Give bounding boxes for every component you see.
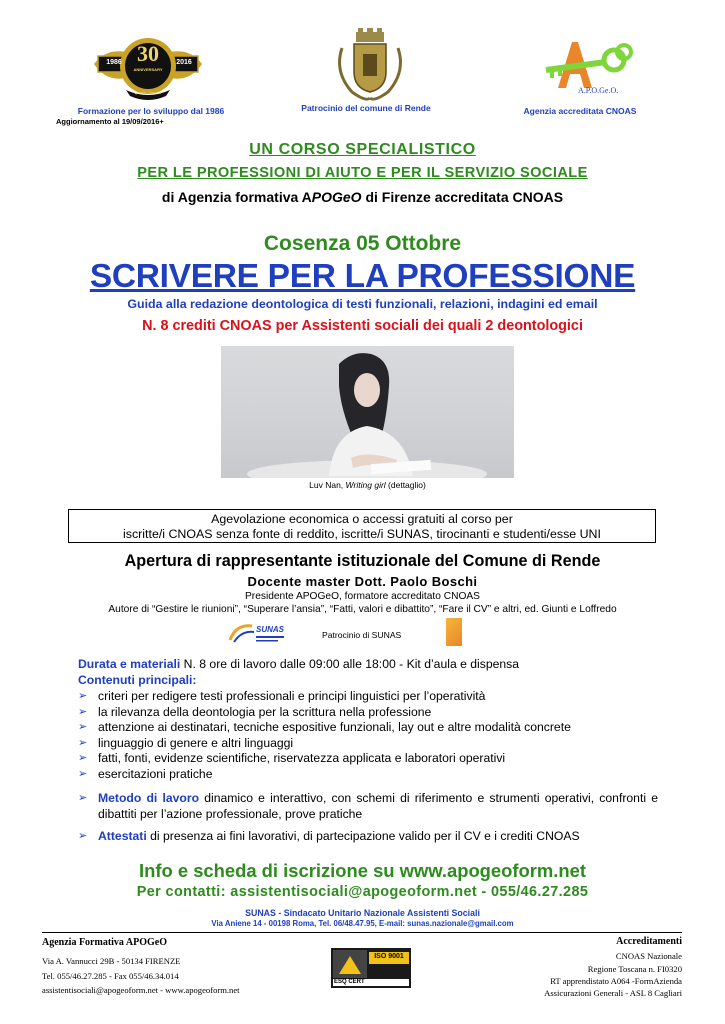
list-item-text: linguaggio di genere e altri linguaggi (98, 735, 294, 750)
image-caption (221, 480, 514, 490)
subtitle: Guida alla redazione deontologica di testi funzionali, relazioni, indagini ed email (127, 297, 598, 311)
duration-line (78, 657, 678, 671)
agency-line-prefix: di Agenzia formativa A (161, 189, 312, 205)
footer-divider (42, 932, 682, 933)
accreditation-item: CNOAS Nazionale (615, 951, 682, 962)
badge-year-right: 2016 (176, 59, 192, 66)
agency-line-suffix: di Firenze accreditata CNOAS (361, 189, 564, 205)
image-caption-italic: Writing girl (345, 480, 386, 490)
list-item (76, 720, 676, 736)
discount-line-2: iscritte/i CNOAS senza fonte di reddito, iscritte/i SUNAS, tirocinanti e studenti/esse UNI (123, 527, 601, 541)
institutional-opening: Apertura di rappresentante istituzionale del Comune di Rende (124, 552, 601, 570)
badge-year-left: 1986 (106, 59, 122, 66)
footer-agency-title: Agenzia Formativa APOGeO (42, 937, 167, 948)
arrow-bullet-icon: ➢ (78, 792, 88, 804)
image-caption-prefix: Luv Nan, (309, 480, 346, 490)
arrow-bullet-icon: ➢ (78, 830, 88, 842)
agency-line-italic: POGeO (311, 189, 362, 205)
rende-coat-of-arms-logo (330, 28, 410, 102)
apogeo-logo-text: A.P.O.Ge.O. (578, 86, 619, 95)
sunas-footer-title: SUNAS - Sindacato Unitario Nazionale Assistenti Sociali (245, 908, 480, 918)
sunas-logo-text: SUNAS (256, 625, 285, 634)
writing-girl-painting (221, 346, 514, 478)
list-item-text: esercitazioni pratiche (98, 766, 213, 781)
main-title: SCRIVERE PER LA PROFESSIONE (89, 258, 636, 295)
update-note: Aggiornamento al 19/09/2016+ (56, 117, 164, 126)
accreditation-item: RT apprendistato A064 -FormAzienda (550, 975, 682, 986)
discount-box (68, 509, 656, 543)
center-caption: Patrocinio del comune di Rende (301, 103, 431, 113)
course-target-heading: PER LE PROFESSIONI DI AIUTO E PER IL SERVIZIO SOCIALE (137, 165, 588, 181)
duration-text: N. 8 ore di lavoro dalle 09:00 alle 18:00 - Kit d’aula e dispensa (180, 657, 520, 671)
badge-ribbon: ANNIVERSARY (133, 67, 163, 72)
cert-label: ESQ CERT (334, 979, 365, 985)
list-item (76, 736, 676, 752)
info-line: Info e scheda di iscrizione su www.apogeoform.net (139, 860, 586, 881)
accreditation-item: Regione Toscana n. FI0320 (587, 963, 682, 974)
list-item-text: la rilevanza della deontologia per la scrittura nella professione (98, 704, 432, 719)
list-item (76, 705, 676, 721)
arrow-bullet-icon: ➢ (78, 705, 88, 718)
arrow-bullet-icon: ➢ (78, 690, 88, 702)
contents-list (76, 689, 676, 783)
footer-right (430, 936, 682, 999)
teacher-books: Autore di “Gestire le riunioni”, “Superare l’ansia”, “Fatti, valori e dibattito”, “Fare il CV” e altri, ed. Giunti e Loffredo (108, 604, 617, 615)
list-item-text: criteri per redigere testi professionali e principi linguistici per l’operatività (98, 689, 486, 703)
list-item-text: attenzione ai destinatari, tecniche espositive funzionali, lay out e altre modalità concrete (98, 720, 571, 735)
iso-label: ISO 9001 (374, 953, 404, 960)
certificates-text: di presenza ai fini lavorativi, di partecipazione valido per il CV e i crediti CNOAS (146, 829, 580, 843)
partner-logo (446, 618, 462, 646)
certificates-paragraph (76, 829, 676, 845)
course-type-heading: UN CORSO SPECIALISTICO (249, 141, 476, 158)
method-text: dinamico e interattivo, con schemi di riferimento e strumenti operativi, confronti e dibattiti per l’azione professionale, prove pratiche (98, 791, 659, 821)
list-item (76, 689, 676, 705)
teacher-name: Docente master Dott. Paolo Boschi (247, 574, 478, 589)
method-label: Metodo di lavoro (98, 791, 200, 805)
method-paragraph (76, 791, 658, 823)
accreditation-item: Assicurazioni Generali - ASL 8 Cagliari (544, 988, 682, 999)
footer-left (42, 936, 322, 998)
certificates-label: Attestati (98, 829, 147, 843)
credits-line: N. 8 crediti CNOAS per Assistenti sociali dei quali 2 deontologici (142, 318, 583, 334)
footer-phone: Tel. 055/46.27.285 - Fax 055/46.34.014 (42, 970, 179, 981)
accreditations-title: Accreditamenti (616, 936, 682, 947)
discount-line-1: Agevolazione economica o accessi gratuiti al corso per (211, 512, 513, 526)
right-caption: Agenzia accreditata CNOAS (523, 106, 637, 116)
iso-certification-logo (331, 948, 411, 988)
arrow-bullet-icon: ➢ (78, 721, 88, 734)
footer-web: assistentisociali@apogeoform.net - www.apogeoform.net (42, 985, 240, 996)
arrow-bullet-icon: ➢ (78, 736, 88, 749)
image-caption-suffix: (dettaglio) (385, 480, 426, 490)
contents-label: Contenuti principali: (78, 673, 197, 687)
list-item (76, 767, 676, 783)
sunas-patronage: Patrocinio di SUNAS (322, 630, 402, 640)
city-date: Cosenza 05 Ottobre (263, 232, 462, 255)
footer-address: Via A. Vannucci 29B - 50134 FIRENZE (42, 956, 181, 967)
arrow-bullet-icon: ➢ (78, 752, 88, 765)
badge-motto: Quality Service (134, 90, 162, 95)
badge-number: 30 (137, 41, 159, 66)
contacts-line: Per contatti: assistentisociali@apogeoform.net - 055/46.27.285 (136, 884, 589, 900)
duration-label: Durata e materiali (78, 657, 181, 671)
list-item-text: fatti, fonti, evidenze scientifiche, riservatezza applicata e laboratori operativi (98, 751, 506, 766)
teacher-role: Presidente APOGeO, formatore accreditato CNOAS (245, 591, 480, 602)
agency-line (0, 189, 725, 205)
arrow-bullet-icon: ➢ (78, 767, 88, 780)
sunas-footer-address: Via Aniene 14 - 00198 Roma, Tel. 06/48.47.95, E-mail: sunas.nazionale@gmail.com (211, 919, 514, 928)
left-caption: Formazione per lo sviluppo dal 1986 (77, 106, 225, 116)
list-item (76, 751, 676, 767)
